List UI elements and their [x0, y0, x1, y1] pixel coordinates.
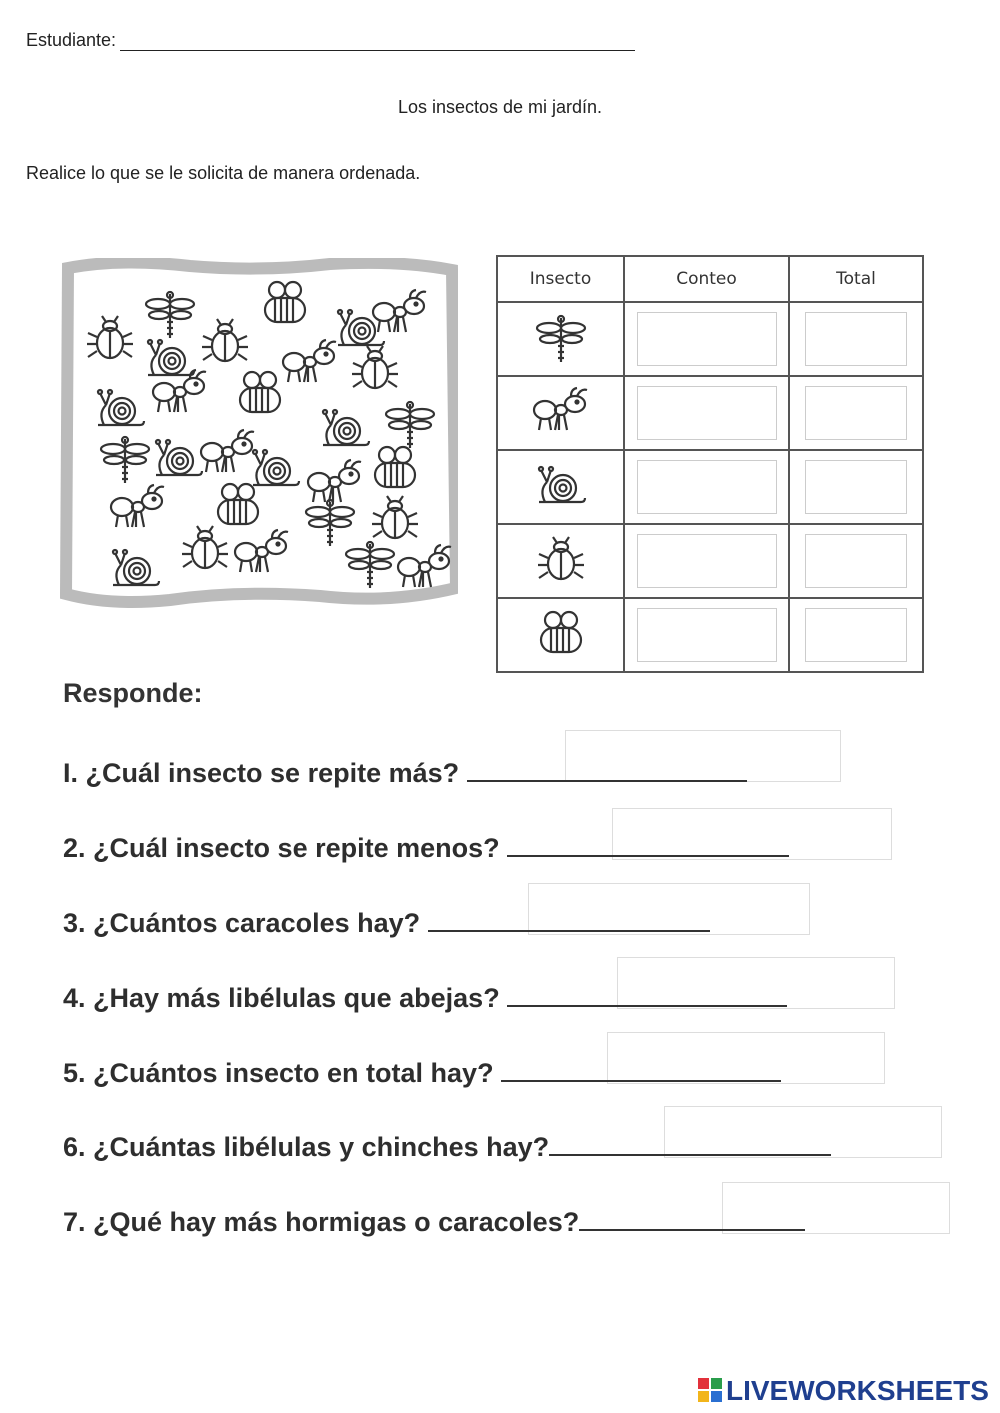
- liveworksheets-mark-icon: [697, 1377, 723, 1403]
- snail-icon: [113, 550, 159, 585]
- question-text: 2. ¿Cuál insecto se repite menos?: [63, 833, 500, 863]
- question-text: 3. ¿Cuántos caracoles hay?: [63, 908, 421, 938]
- bee-icon: [375, 447, 415, 487]
- table-row: [497, 376, 923, 450]
- beetle-icon: [531, 534, 591, 588]
- table-row: [497, 524, 923, 598]
- beetle-icon: [87, 316, 133, 358]
- instructions-text: Realice lo que se le solicita de manera ordenada.: [26, 163, 421, 183]
- dragonfly-icon: [531, 312, 591, 366]
- tally-table: [496, 255, 924, 665]
- conteo-input[interactable]: [637, 460, 777, 514]
- conteo-input[interactable]: [637, 608, 777, 662]
- liveworksheets-logo: [697, 1375, 989, 1407]
- question-text: 7. ¿Qué hay más hormigas o caracoles?: [63, 1207, 580, 1237]
- total-input[interactable]: [805, 460, 907, 514]
- question-text: 5. ¿Cuántos insecto en total hay?: [63, 1058, 494, 1088]
- dragonfly-icon: [146, 292, 194, 338]
- question-text: I. ¿Cuál insecto se repite más?: [63, 758, 460, 788]
- header-conteo: Conteo: [624, 256, 789, 302]
- bee-icon: [531, 608, 591, 662]
- beetle-icon: [182, 526, 228, 568]
- responde-heading: Responde:: [63, 678, 203, 708]
- answer-line: [549, 1130, 831, 1156]
- snail-icon: [338, 310, 384, 345]
- answer-line: [507, 981, 787, 1007]
- snail-icon: [323, 410, 369, 445]
- garden-picture: [60, 258, 458, 608]
- beetle-icon: [202, 319, 248, 361]
- header-total: Total: [789, 256, 923, 302]
- bee-icon: [265, 282, 305, 322]
- total-input[interactable]: [805, 608, 907, 662]
- total-input[interactable]: [805, 386, 907, 440]
- snail-icon: [156, 440, 202, 475]
- dragonfly-icon: [306, 500, 354, 546]
- conteo-input[interactable]: [637, 534, 777, 588]
- ant-icon: [235, 530, 288, 572]
- brand-text: LIVEWORKSHEETS: [726, 1375, 989, 1406]
- beetle-icon: [352, 346, 398, 388]
- snail-icon: [531, 460, 591, 514]
- ant-icon: [153, 370, 206, 412]
- question-2: [63, 831, 789, 864]
- bee-icon: [218, 484, 258, 524]
- answer-line: [501, 1056, 781, 1082]
- question-1: [63, 756, 747, 789]
- table-row: [497, 302, 923, 376]
- question-7: [63, 1205, 805, 1238]
- table-row: [497, 598, 923, 672]
- answer-line: [579, 1205, 805, 1231]
- total-input[interactable]: [805, 534, 907, 588]
- ant-icon: [373, 290, 426, 332]
- snail-icon: [253, 450, 299, 485]
- conteo-input[interactable]: [637, 312, 777, 366]
- ant-icon: [201, 430, 254, 472]
- question-6: [63, 1130, 831, 1163]
- answer-line: [428, 906, 710, 932]
- dragonfly-icon: [386, 402, 434, 448]
- student-field: [26, 30, 635, 51]
- question-5: [63, 1056, 781, 1089]
- page-title: Los insectos de mi jardín.: [397, 97, 603, 117]
- answer-line: [467, 756, 747, 782]
- conteo-input[interactable]: [637, 386, 777, 440]
- student-name-line: [120, 32, 635, 51]
- ant-icon: [398, 545, 451, 587]
- ant-icon: [283, 340, 336, 382]
- total-input[interactable]: [805, 312, 907, 366]
- ant-icon: [531, 386, 591, 440]
- question-text: 6. ¿Cuántas libélulas y chinches hay?: [63, 1132, 550, 1162]
- answer-line: [507, 831, 789, 857]
- snail-icon: [148, 340, 194, 375]
- table-row: [497, 450, 923, 524]
- question-4: [63, 981, 787, 1014]
- question-3: [63, 906, 710, 939]
- dragonfly-icon: [346, 542, 394, 588]
- ant-icon: [111, 485, 164, 527]
- beetle-icon: [372, 496, 418, 538]
- student-label: Estudiante:: [26, 30, 117, 50]
- dragonfly-icon: [101, 437, 149, 483]
- bee-icon: [240, 372, 280, 412]
- ant-icon: [308, 460, 361, 502]
- question-text: 4. ¿Hay más libélulas que abejas?: [63, 983, 500, 1013]
- snail-icon: [98, 390, 144, 425]
- header-insecto: Insecto: [497, 256, 624, 302]
